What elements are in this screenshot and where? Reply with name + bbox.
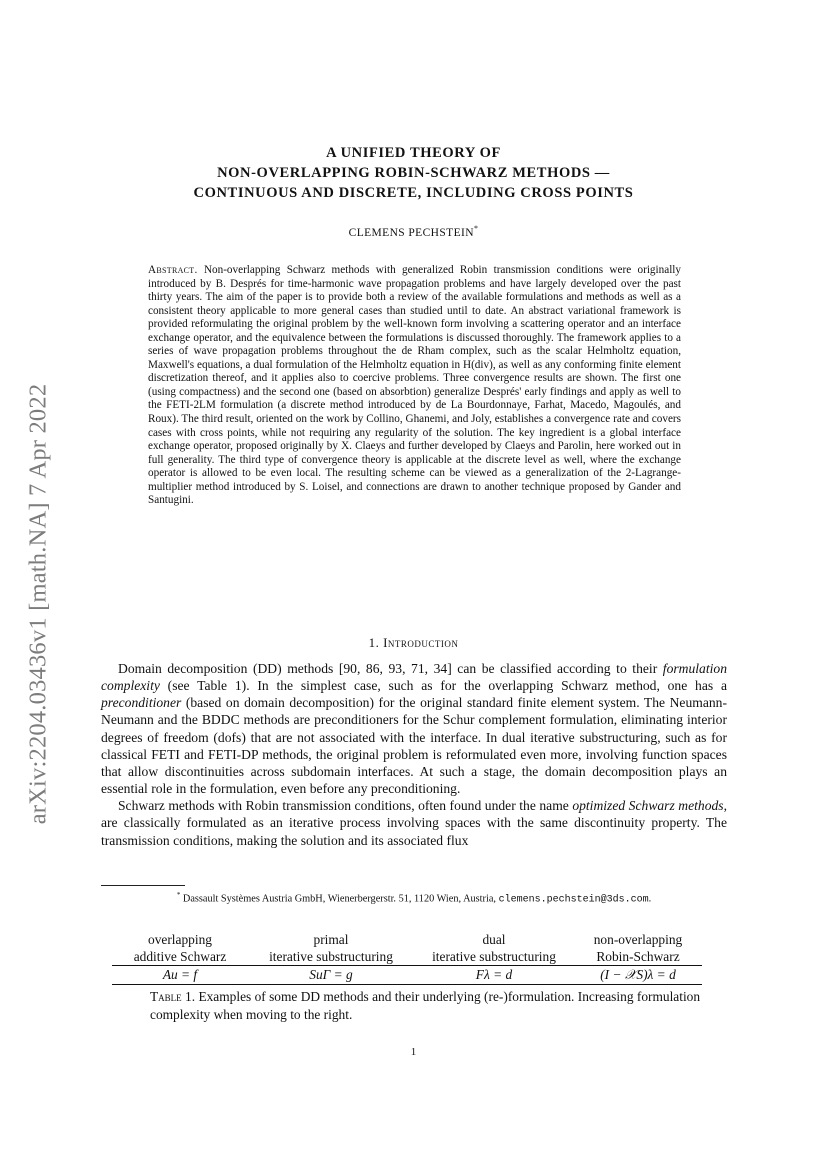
emphasis: preconditioner [101,695,182,711]
caption-label: Table 1. [150,989,196,1004]
title-line: NON-OVERLAPPING ROBIN-SCHWARZ METHODS — [217,165,610,181]
table-header-cell: iterative substructuring [414,949,574,966]
text-run: (based on domain decomposition) for the original standard finite element system. The Neumann-Neumann and the BDDC methods are preconditioners for the Schur complement formulation, eliminating interior degrees of freedom (dofs) that are not associated with the interface. In dual iterative substructuring, such as for classical FETI and FETI-DP methods, the original problem is reformulated even more, involving function spaces that allow discontinuities across subdomain interfaces. At such a stage, the domain decomposition plays an essential role in the formulation, even before any preconditioning. [101,695,727,797]
table-caption [150,988,710,1023]
abstract-label: Abstract. [148,264,198,276]
title-line: CONTINUOUS AND DISCRETE, INCLUDING CROSS POINTS [193,185,634,201]
page-number: 1 [410,1046,417,1058]
table-cell-formula: Au = f [112,966,248,985]
table-row [112,966,702,985]
emphasis: formulation complexity [101,661,727,694]
author-name: CLEMENS PECHSTEIN [348,226,474,239]
section-heading: 1. Introduction [368,635,459,650]
title-line: A UNIFIED THEORY OF [326,145,501,161]
author-line [100,224,727,239]
footnote-end: . [648,893,652,905]
table-header-row [112,949,702,966]
author-footnote-mark: * [473,224,479,233]
text-run: (see Table 1). In the simplest case, such as for the overlapping Schwarz method, one has a [159,678,727,694]
table-cell-formula: (I − 𝒳S)λ = d [574,966,702,985]
text-run: , are classically formulated as an iterative process involving spaces with the same discontinuity property. The transmission conditions, making the solution and its associated flux [101,798,727,848]
footnote-mark: * [176,891,181,899]
paper-title [100,143,727,203]
arxiv-stamp [22,348,54,860]
table-header-cell: non-overlapping [593,932,683,947]
abstract [148,264,681,508]
text-run: Schwarz methods with Robin transmission conditions, often found under the name [118,798,573,814]
arxiv-stamp-text: arXiv:2204.03436v1 [math.NA] 7 Apr 2022 [24,383,51,825]
table-header-cell: iterative substructuring [248,949,414,966]
footnote-text: Dassault Systèmes Austria GmbH, Wienerbergerstr. 51, 1120 Wien, Austria, [182,893,499,905]
abstract-text: Non-overlapping Schwarz methods with generalized Robin transmission conditions were originally introduced by B. Després for time-harmonic wave propagation problems and have largely developed over the past thirty years. The aim of the paper is to provide both a review of the available formulations and methods as well as a consistent theory applicable to more general cases than studied until to date. An abstract variational framework is provided reformulating the original problem by the well-known form involving a scattering operator and an interface exchange operator, and the equivalence between the formulations is discussed thoroughly. The framework applies to a series of wave propagation problems throughout the de Rham complex, such as the scalar Helmholtz equation, Maxwell's equations, a dual formulation of the Helmholtz equation in H(div), as well as any conforming finite element discretization thereof, and it applies also to coercive problems. Three convergence results are shown. The first one (using compactness) and the second one (based on absorbtion) generalize Després' early findings and apply as well to the FETI-2LM formulation (a discrete method introduced by de La Bourdonnaye, Farhat, Macedo, Magoulés, and Roux). The third result, oriented on the work by Collino, Ghanemi, and Joly, establishes a convergence rate and covers cases with cross points, while not requiring any regularity of the solution. The key ingredient is a global interface exchange operator, proposed originally by X. Claeys and further developed by Claeys and Parolin, here worked out in full generality. The third type of convergence theory is applicable at the discrete level as well, where the exchange operator is allowed to be even local. The resulting scheme can be viewed as a generalization of the 2-Lagrange-multiplier method introduced by S. Loisel, and connections are drawn to another technique proposed by Gander and Santugini. [148,264,682,507]
dd-methods-table [112,932,702,985]
emphasis: optimized Schwarz methods [572,798,724,814]
table-header-cell: primal [313,932,349,947]
author-email-link[interactable]: clemens.pechstein@3ds.com [498,894,649,906]
footnote-rule [101,885,185,886]
footnote [101,891,727,905]
table-header-cell: overlapping [148,932,212,947]
body-text [101,660,727,849]
table-cell-formula: Fλ = d [414,966,574,985]
text-run: Domain decomposition (DD) methods [90, 86, 93, 71, 34] can be classified according to their [118,661,663,676]
table-cell-formula: SuΓ = g [248,966,414,985]
caption-text: Examples of some DD methods and their underlying (re-)formulation. Increasing formulation complexity when moving to the right. [150,989,701,1022]
table-header-cell: dual [482,932,506,947]
paragraph [101,797,727,848]
table-header-cell: additive Schwarz [112,949,248,966]
paragraph [101,660,727,797]
table-header-row [112,932,702,949]
table-header-cell: Robin-Schwarz [574,949,702,966]
